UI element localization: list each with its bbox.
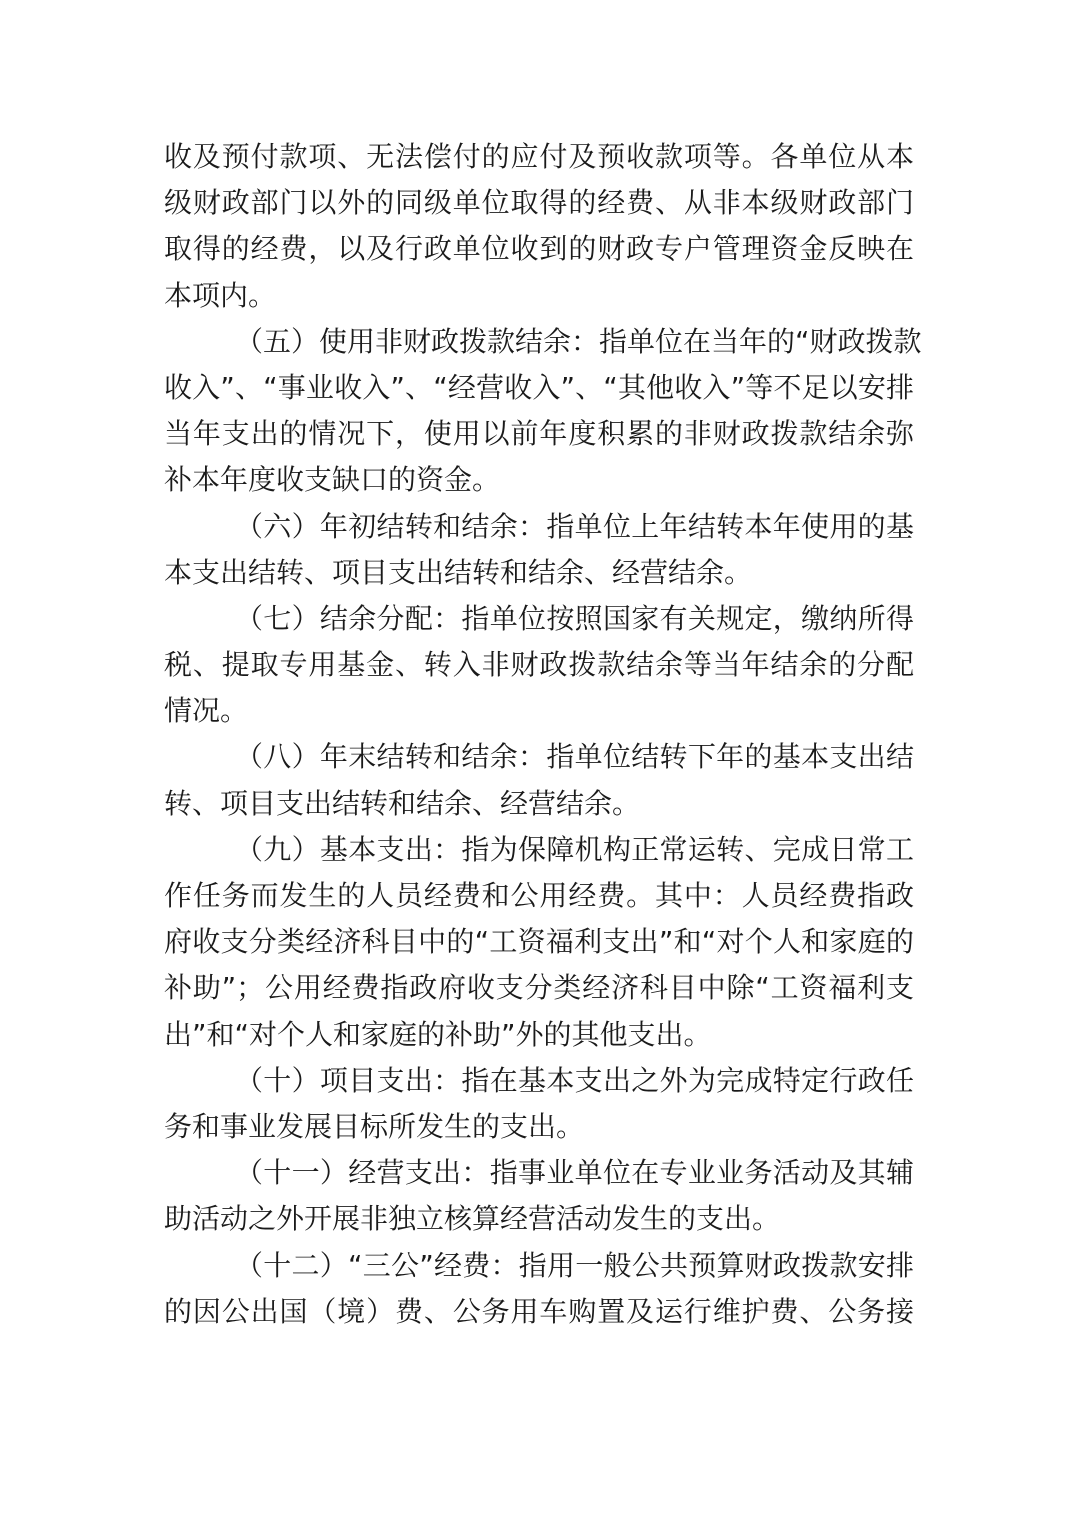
text-line: 本支出结转、项目支出结转和结余、经营结余。 (164, 555, 753, 589)
paragraph-first-line: （九）基本支出：指为保障机构正常运转、完成日常工 (235, 832, 914, 866)
paragraph-first-line: （十一）经营支出：指事业单位在专业业务活动及其辅 (235, 1156, 914, 1190)
text-line: 的因公出国（境）费、公务用车购置及运行维护费、公务接 (164, 1294, 914, 1328)
text-line: 务和事业发展目标所发生的支出。 (164, 1109, 585, 1143)
text-line: 税、提取专用基金、转入非财政拨款结余等当年结余的分配 (164, 648, 914, 682)
text-line: 收入”、“事业收入”、“经营收入”、“其他收入”等不足以安排 (164, 370, 914, 404)
text-line: 情况。 (164, 694, 249, 728)
text-line: 府收支分类经济科目中的“工资福利支出”和“对个人和家庭的 (164, 925, 914, 959)
text-line: 补助”；公用经费指政府收支分类经济科目中除“工资福利支 (164, 971, 914, 1005)
text-line: 级财政部门以外的同级单位取得的经费、从非本级财政部门 (164, 186, 914, 220)
text-line: 助活动之外开展非独立核算经营活动发生的支出。 (164, 1202, 781, 1236)
text-line: 取得的经费，以及行政单位收到的财政专户管理资金反映在 (164, 232, 914, 266)
paragraph-first-line: （五）使用非财政拨款结余：指单位在当年的“财政拨款 (235, 324, 922, 358)
paragraph-first-line: （七）结余分配：指单位按照国家有关规定，缴纳所得 (235, 601, 914, 635)
text-line: 当年支出的情况下，使用以前年度积累的非财政拨款结余弥 (164, 417, 914, 451)
paragraph-first-line: （十）项目支出：指在基本支出之外为完成特定行政任 (235, 1063, 914, 1097)
text-line: 转、项目支出结转和结余、经营结余。 (164, 786, 641, 820)
paragraph-first-line: （十二）“三公”经费：指用一般公共预算财政拨款安排 (235, 1248, 914, 1282)
paragraph-first-line: （八）年末结转和结余：指单位结转下年的基本支出结 (235, 740, 914, 774)
text-line: 收及预付款项、无法偿付的应付及预收款项等。各单位从本 (164, 140, 914, 173)
text-line: 出”和“对个人和家庭的补助”外的其他支出。 (164, 1017, 712, 1051)
document-body (164, 134, 922, 1335)
text-line: 本项内。 (164, 278, 277, 312)
text-line: 作任务而发生的人员经费和公用经费。其中：人员经费指政 (164, 879, 914, 912)
text-line: 补本年度收支缺口的资金。 (164, 463, 501, 497)
paragraph-first-line: （六）年初结转和结余：指单位上年结转本年使用的基 (235, 509, 914, 543)
